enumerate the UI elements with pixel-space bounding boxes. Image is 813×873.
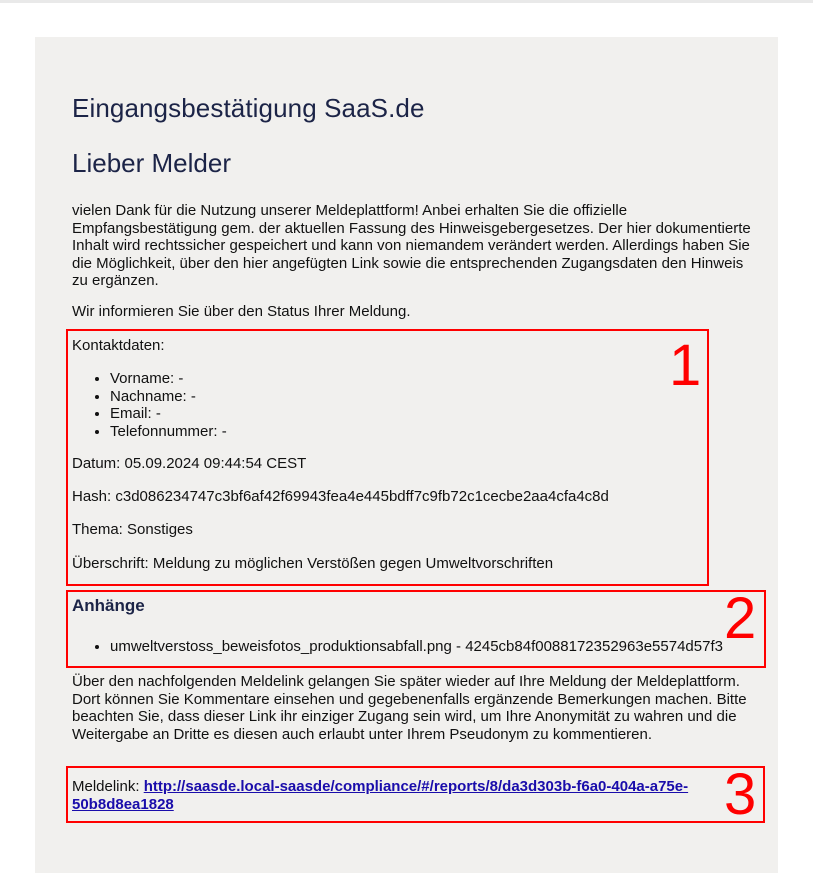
- annotation-marker-3: 3: [724, 762, 757, 827]
- attachment-list: [72, 638, 723, 655]
- report-hash: Hash: c3d086234747c3bf6af42f69943fea4e445bdff7c9fb72c1cecbe2aa4cfa4c8d: [72, 488, 609, 505]
- top-divider: [0, 0, 813, 3]
- email-card: [35, 37, 778, 873]
- meldelink-url[interactable]: http://saasde.local-saasde/compliance/#/reports/8/da3d303b-f6a0-404a-a75e-50b8d8ea1828: [72, 778, 689, 813]
- meldelink-label: Meldelink:: [72, 778, 144, 795]
- annotation-box-2: [66, 586, 766, 668]
- intro-paragraph: vielen Dank für die Nutzung unserer Meldeplattform! Anbei erhalten Sie die offizielle Empfangsbestätigung gem. der aktuellen Fassung des Hinweisgebergesetzes. Der hier dokumentierte Inhalt wird rechtssicher gespeichert und kann von niemandem verändert werden. Allerdings haben Sie die Möglichkeit, über den hier angefügten Link sowie die entsprechenden Zugangsdaten den Hinweis zu ergänzen.: [72, 202, 751, 290]
- annotation-marker-2: 2: [724, 586, 757, 651]
- contact-phone: • Telefonnummer: -: [110, 423, 227, 441]
- annotation-marker-1: 1: [669, 333, 702, 398]
- report-date: Datum: 05.09.2024 09:44:54 CEST: [72, 455, 307, 472]
- attachment-item: • umweltverstoss_beweisfotos_produktionsabfall.png - 4245cb84f0088172352963e5574d57f3: [110, 638, 723, 655]
- report-subject: Überschrift: Meldung zu möglichen Verstößen gegen Umweltvorschriften: [72, 555, 554, 572]
- attachments-heading: Anhänge: [72, 596, 145, 615]
- contact-heading: Kontaktdaten:: [72, 337, 165, 354]
- contact-firstname: • Vorname: -: [110, 370, 227, 388]
- outro-paragraph: Über den nachfolgenden Meldelink gelangen Sie später wieder auf Ihre Meldung der Meldeplattform. Dort können Sie Kommentare einsehen und gegebenenfalls ergänzende Bemerkungen machen. Bitte beachten Sie, dass dieser Link ihr einziger Zugang sein wird, um Ihre Anonymität zu wahren und die Weitergabe an Dritte es diesen auch erlaubt unter Ihrem Pseudonym zu kommentieren.: [72, 673, 747, 743]
- report-topic: Thema: Sonstiges: [72, 521, 193, 538]
- email-title: Eingangsbestätigung SaaS.de: [72, 93, 425, 123]
- contact-list: [72, 370, 227, 440]
- meldelink-line: [72, 778, 722, 813]
- status-info: Wir informieren Sie über den Status Ihrer Meldung.: [72, 303, 411, 320]
- contact-email: • Email: -: [110, 405, 227, 423]
- greeting: Lieber Melder: [72, 148, 231, 178]
- contact-lastname: • Nachname: -: [110, 388, 227, 406]
